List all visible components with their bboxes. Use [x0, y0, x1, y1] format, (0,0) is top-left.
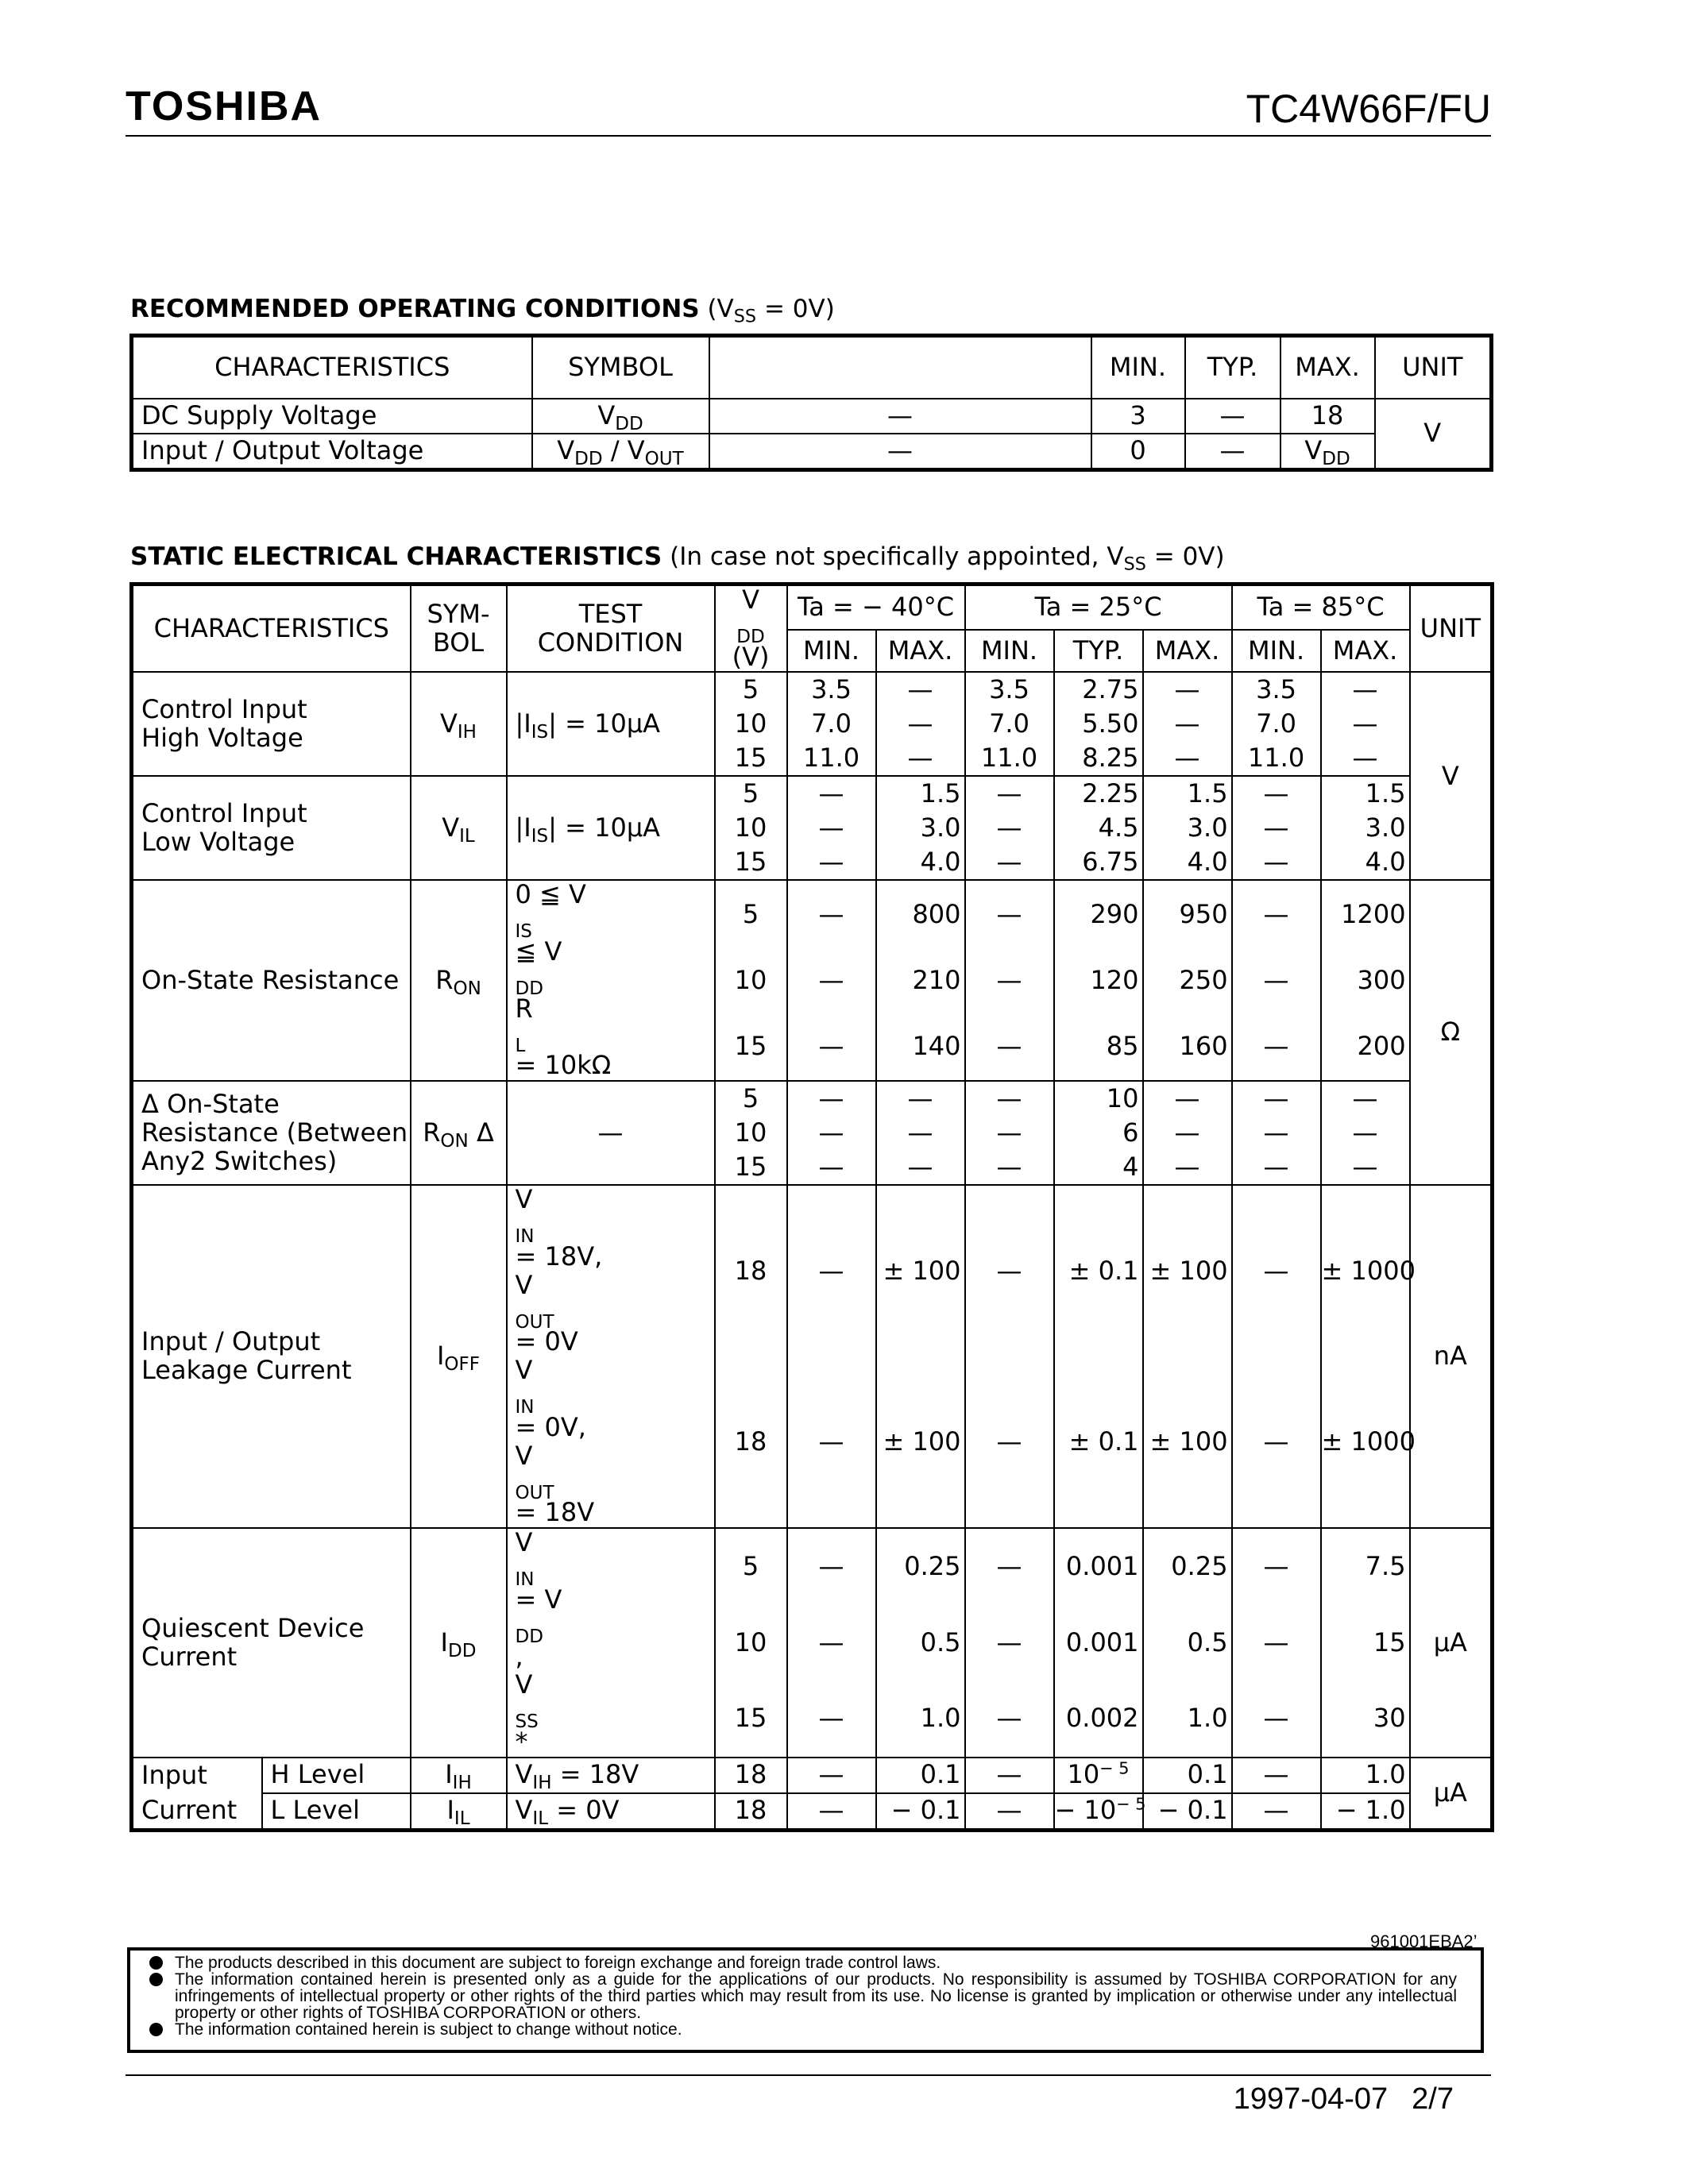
characteristic-name: Δ On-State Resistance (Between Any2 Switches)	[132, 1081, 411, 1185]
min-value: —	[787, 1013, 876, 1081]
min-value: —	[787, 1793, 876, 1831]
unit-value: μA	[1410, 1758, 1493, 1831]
min-value: —	[965, 1528, 1054, 1605]
notice-item: The products described in this document are subject to foreign exchange and foreign trade control laws.	[149, 1954, 1457, 1971]
max-value: —	[876, 1081, 965, 1116]
characteristic-name: DC Supply Voltage	[132, 399, 532, 434]
vdd-value: 5	[715, 776, 787, 811]
max-value: 1.0	[1143, 1680, 1232, 1758]
symbol: $V_{IH}$	[411, 672, 507, 776]
min-value: —	[1232, 1013, 1321, 1081]
table-row	[132, 880, 1493, 947]
typ-value: 2.25	[1054, 776, 1143, 811]
test-condition: V $_{IN}$ = V $_{DD}$ , V $_{SS}$ *	[507, 1528, 715, 1758]
table-row	[132, 1185, 1493, 1356]
vdd-value: 18	[715, 1185, 787, 1356]
header-test-condition: TEST CONDITION	[507, 585, 715, 673]
max-value: 3.0	[1143, 811, 1232, 845]
footer	[1234, 2082, 1454, 2116]
vdd-value: 15	[715, 1680, 787, 1758]
max-value: ± 100	[1143, 1185, 1232, 1356]
symbol: $I_{IH}$	[411, 1758, 507, 1793]
test-condition: —	[507, 1081, 715, 1185]
typ-value: 290	[1054, 880, 1143, 947]
min-value: —	[787, 1116, 876, 1150]
characteristic-name: Current	[132, 1793, 262, 1831]
max-value: 300	[1321, 947, 1410, 1013]
header-temp-85: Ta = 85°C	[1232, 585, 1410, 630]
header-max: MAX.	[1280, 336, 1375, 399]
symbol: $I_{DD}$	[411, 1528, 507, 1758]
symbol: $V_{DD}$	[532, 399, 709, 434]
roc-title-line	[130, 295, 835, 327]
min-value: 3.5	[787, 672, 876, 707]
min-value: —	[965, 1605, 1054, 1680]
min-value: —	[965, 1185, 1054, 1356]
roc-condition: $(V_{SS} = 0V)$	[707, 295, 835, 327]
typ-value: ± 0.1	[1054, 1356, 1143, 1528]
characteristic-name: On-State Resistance	[132, 880, 411, 1081]
test-condition: V $_{IN}$ = 0V, V $_{OUT}$ = 18V	[507, 1356, 715, 1528]
table-row	[132, 1758, 1493, 1793]
typ-value: 4.5	[1054, 811, 1143, 845]
vdd-value: 5	[715, 1528, 787, 1605]
max-value: 0.5	[876, 1605, 965, 1680]
min-value: —	[1232, 1150, 1321, 1185]
min-value: 3.5	[965, 672, 1054, 707]
sec-title-line	[130, 542, 1225, 575]
typ-value: 0.001	[1054, 1528, 1143, 1605]
min-value: —	[787, 845, 876, 880]
min-value: —	[1232, 1758, 1321, 1793]
test-condition: $V_{IL} = 0V$	[507, 1793, 715, 1831]
level-label: H Level	[262, 1758, 411, 1793]
characteristic-name: Control Input High Voltage	[132, 672, 411, 776]
symbol: $V_{IL}$	[411, 776, 507, 880]
unit-value: nA	[1410, 1185, 1493, 1528]
vdd-value: 10	[715, 1605, 787, 1680]
typ-value: 4	[1054, 1150, 1143, 1185]
min-value: —	[965, 1793, 1054, 1831]
max-value: 0.25	[1143, 1528, 1232, 1605]
min-value: —	[965, 1356, 1054, 1528]
symbol: $I_{IL}$	[411, 1793, 507, 1831]
typ-value: 2.75	[1054, 672, 1143, 707]
typ-value: 5.50	[1054, 707, 1143, 741]
typ-value: 8.25	[1054, 741, 1143, 776]
min-value: —	[965, 1116, 1054, 1150]
max-value: ± 1000	[1321, 1356, 1410, 1528]
typ-value: $10^{- 5}$	[1054, 1758, 1143, 1793]
max-value: —	[876, 741, 965, 776]
test-condition: 0 ≦ V $_{IS}$ ≦ V $_{DD}$ R $_L$ = 10kΩ	[507, 880, 715, 1081]
typ-value: —	[1185, 434, 1280, 470]
notice-item: The information contained herein is subject to change without notice.	[149, 2021, 1457, 2038]
max-value: —	[1143, 707, 1232, 741]
vdd-value: 10	[715, 707, 787, 741]
symbol: $V_{DD} / V_{OUT}$	[532, 434, 709, 470]
typ-value: 6.75	[1054, 845, 1143, 880]
min-value: —	[1232, 845, 1321, 880]
max-value: —	[1143, 1081, 1232, 1116]
min-value: —	[787, 1356, 876, 1528]
table-row	[132, 672, 1493, 707]
table-row	[132, 776, 1493, 811]
max-value: —	[876, 672, 965, 707]
min-value: —	[1232, 1793, 1321, 1831]
min-value: —	[787, 1528, 876, 1605]
max-value: 0.1	[1143, 1758, 1232, 1793]
table-header-row	[132, 336, 1492, 399]
table-row	[132, 399, 1492, 434]
max-value: 140	[876, 1013, 965, 1081]
table-row	[132, 1793, 1493, 1831]
max-value: 4.0	[1321, 845, 1410, 880]
vdd-value: 15	[715, 1013, 787, 1081]
max-value: − 0.1	[876, 1793, 965, 1831]
document-id: 961001EBA2’	[1370, 1931, 1477, 1951]
legal-notice-box	[127, 1947, 1484, 2053]
min-value: 11.0	[965, 741, 1054, 776]
level-label: L Level	[262, 1793, 411, 1831]
header-temp-25: Ta = 25°C	[965, 585, 1232, 630]
typ-value: 120	[1054, 947, 1143, 1013]
max-value: —	[1321, 1150, 1410, 1185]
min-value: 7.0	[965, 707, 1054, 741]
max-value: 1200	[1321, 880, 1410, 947]
min-value: —	[965, 845, 1054, 880]
min-value: —	[1232, 1185, 1321, 1356]
min-value: 3	[1091, 399, 1185, 434]
page-number: 2/7	[1412, 2082, 1454, 2116]
min-value: —	[1232, 880, 1321, 947]
min-value: —	[1232, 1680, 1321, 1758]
header-blank	[709, 336, 1091, 399]
max-value: ± 1000	[1321, 1185, 1410, 1356]
max-value: —	[1143, 741, 1232, 776]
header-characteristics: CHARACTERISTICS	[132, 585, 411, 673]
vdd-value: 18	[715, 1758, 787, 1793]
max-value: —	[1321, 1081, 1410, 1116]
vdd-value: 15	[715, 741, 787, 776]
min-value: —	[965, 947, 1054, 1013]
max-value: 4.0	[876, 845, 965, 880]
recommended-operating-conditions-table	[129, 334, 1493, 472]
min-value: —	[787, 947, 876, 1013]
min-value: —	[965, 1150, 1054, 1185]
min-value: —	[1232, 1116, 1321, 1150]
max-value: ± 100	[876, 1185, 965, 1356]
min-value: —	[787, 1605, 876, 1680]
characteristic-name: Control Input Low Voltage	[132, 776, 411, 880]
header-temp-minus40: Ta = − 40°C	[787, 585, 965, 630]
condition: —	[709, 399, 1091, 434]
vdd-value: 10	[715, 947, 787, 1013]
footer-divider	[126, 2074, 1491, 2076]
typ-value: —	[1185, 399, 1280, 434]
unit-value: V	[1375, 399, 1492, 470]
characteristic-name: Input	[132, 1758, 262, 1793]
max-value: —	[876, 707, 965, 741]
max-value: 0.5	[1143, 1605, 1232, 1680]
vdd-value: 18	[715, 1356, 787, 1528]
header-min: MIN.	[787, 630, 876, 673]
max-value: —	[1143, 1116, 1232, 1150]
roc-title: RECOMMENDED OPERATING CONDITIONS	[130, 295, 700, 323]
table-row	[132, 1081, 1493, 1116]
min-value: —	[787, 1150, 876, 1185]
header-min: MIN.	[1091, 336, 1185, 399]
min-value: —	[965, 1081, 1054, 1116]
min-value: —	[965, 1758, 1054, 1793]
test-condition: V $_{IN}$ = 18V, V $_{OUT}$ = 0V	[507, 1185, 715, 1356]
max-value: 210	[876, 947, 965, 1013]
max-value: 18	[1280, 399, 1375, 434]
max-value: —	[1143, 1150, 1232, 1185]
characteristic-name: Input / Output Voltage	[132, 434, 532, 470]
notice-item: The information contained herein is presented only as a guide for the applications of our products. No responsibility is assumed by TOSHIBA CORPORATION for any infringements of intellectual property or other rights of the third parties which may result from its use. No license is granted by implication or otherwise under any intellectual property or other rights of TOSHIBA CORPORATION or others.	[149, 1971, 1457, 2021]
header-unit: UNIT	[1410, 585, 1493, 673]
symbol: $R_{ON}$ Δ	[411, 1081, 507, 1185]
max-value: 1.5	[1321, 776, 1410, 811]
max-value: 160	[1143, 1013, 1232, 1081]
sec-condition: (In case not specifically appointed, $V_{SS} = 0V$)	[670, 542, 1225, 575]
header-vdd: V $_{DD}$ (V)	[715, 585, 787, 673]
min-value: —	[1232, 1528, 1321, 1605]
sec-title: STATIC ELECTRICAL CHARACTERISTICS	[130, 542, 662, 571]
header-unit: UNIT	[1375, 336, 1492, 399]
static-electrical-characteristics-table	[129, 582, 1494, 1832]
characteristic-name: Quiescent Device Current	[132, 1528, 411, 1758]
header-max: MAX.	[876, 630, 965, 673]
max-value: 1.0	[876, 1680, 965, 1758]
min-value: —	[787, 1680, 876, 1758]
vdd-value: 10	[715, 1116, 787, 1150]
unit-value: Ω	[1410, 880, 1493, 1185]
min-value: 7.0	[1232, 707, 1321, 741]
vdd-value: 18	[715, 1793, 787, 1831]
min-value: —	[965, 1680, 1054, 1758]
test-condition: $|I_{IS}| = 10\mu A$	[507, 776, 715, 880]
header-typ: TYP.	[1185, 336, 1280, 399]
min-value: 11.0	[787, 741, 876, 776]
table-row	[132, 434, 1492, 470]
max-value: 7.5	[1321, 1528, 1410, 1605]
vdd-value: 15	[715, 845, 787, 880]
min-value: —	[965, 811, 1054, 845]
vdd-value: 5	[715, 880, 787, 947]
max-value: —	[1143, 672, 1232, 707]
min-value: —	[787, 1081, 876, 1116]
min-value: —	[1232, 776, 1321, 811]
max-value: —	[1321, 707, 1410, 741]
vdd-value: 15	[715, 1150, 787, 1185]
max-value: —	[876, 1150, 965, 1185]
max-value: ± 100	[876, 1356, 965, 1528]
max-value: 0.25	[876, 1528, 965, 1605]
typ-value: 85	[1054, 1013, 1143, 1081]
max-value: 3.0	[1321, 811, 1410, 845]
footer-date: 1997-04-07	[1233, 2082, 1389, 2116]
brand-logo: TOSHIBA	[126, 83, 323, 129]
header-characteristics: CHARACTERISTICS	[132, 336, 532, 399]
condition: —	[709, 434, 1091, 470]
max-value: —	[1321, 672, 1410, 707]
max-value: 800	[876, 880, 965, 947]
unit-value: μA	[1410, 1528, 1493, 1758]
typ-value: 10	[1054, 1081, 1143, 1116]
typ-value: 6	[1054, 1116, 1143, 1150]
max-value: 250	[1143, 947, 1232, 1013]
max-value: 0.1	[876, 1758, 965, 1793]
max-value: 1.0	[1321, 1758, 1410, 1793]
symbol: $R_{ON}$	[411, 880, 507, 1081]
min-value: —	[787, 1758, 876, 1793]
min-value: —	[1232, 1081, 1321, 1116]
max-value: —	[876, 1116, 965, 1150]
max-value: − 0.1	[1143, 1793, 1232, 1831]
min-value: —	[787, 880, 876, 947]
max-value: —	[1321, 741, 1410, 776]
typ-value: − $10^{- 5}$	[1054, 1793, 1143, 1831]
max-value: $V_{DD}$	[1280, 434, 1375, 470]
min-value: —	[965, 1013, 1054, 1081]
characteristic-name: Input / Output Leakage Current	[132, 1185, 411, 1528]
test-condition: $|I_{IS}| = 10\mu A$	[507, 672, 715, 776]
max-value: 1.5	[876, 776, 965, 811]
header-symbol: SYM- BOL	[411, 585, 507, 673]
typ-value: ± 0.1	[1054, 1185, 1143, 1356]
min-value: —	[1232, 1356, 1321, 1528]
unit-value: V	[1410, 672, 1493, 880]
max-value: − 1.0	[1321, 1793, 1410, 1831]
min-value: —	[787, 811, 876, 845]
vdd-value: 5	[715, 1081, 787, 1116]
max-value: ± 100	[1143, 1356, 1232, 1528]
header-min: MIN.	[965, 630, 1054, 673]
max-value: 15	[1321, 1605, 1410, 1680]
min-value: —	[965, 880, 1054, 947]
max-value: 30	[1321, 1680, 1410, 1758]
vdd-value: 5	[715, 672, 787, 707]
max-value: 200	[1321, 1013, 1410, 1081]
max-value: 950	[1143, 880, 1232, 947]
max-value: —	[1321, 1116, 1410, 1150]
min-value: 3.5	[1232, 672, 1321, 707]
header-max: MAX.	[1143, 630, 1232, 673]
symbol: $I_{OFF}$	[411, 1185, 507, 1528]
min-value: —	[787, 776, 876, 811]
min-value: 0	[1091, 434, 1185, 470]
typ-value: 0.002	[1054, 1680, 1143, 1758]
min-value: —	[787, 1185, 876, 1356]
test-condition: $V_{IH} = 18V$	[507, 1758, 715, 1793]
max-value: 4.0	[1143, 845, 1232, 880]
typ-value: 0.001	[1054, 1605, 1143, 1680]
min-value: —	[965, 776, 1054, 811]
header-typ: TYP.	[1054, 630, 1143, 673]
min-value: 7.0	[787, 707, 876, 741]
header-min: MIN.	[1232, 630, 1321, 673]
header-symbol: SYMBOL	[532, 336, 709, 399]
min-value: 11.0	[1232, 741, 1321, 776]
header-divider	[126, 135, 1491, 137]
min-value: —	[1232, 947, 1321, 1013]
min-value: —	[1232, 811, 1321, 845]
table-row	[132, 1528, 1493, 1605]
header-max: MAX.	[1321, 630, 1410, 673]
max-value: 3.0	[876, 811, 965, 845]
vdd-value: 10	[715, 811, 787, 845]
table-header-row	[132, 585, 1493, 630]
min-value: —	[1232, 1605, 1321, 1680]
part-number: TC4W66F/FU	[1246, 87, 1491, 131]
max-value: 1.5	[1143, 776, 1232, 811]
